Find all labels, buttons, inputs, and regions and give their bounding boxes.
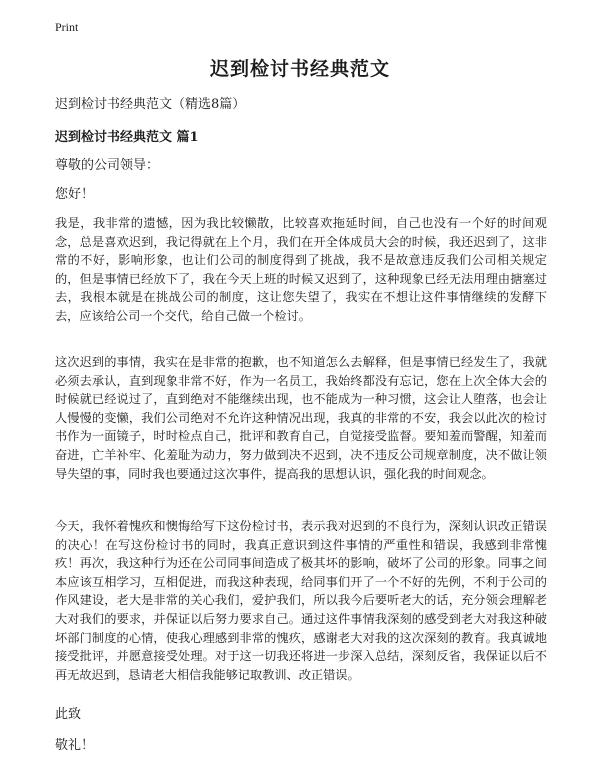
- body-paragraph-2: 这次迟到的事情，我实在是非常的抱歉，也不知道怎么去解释，但是事情已经发生了，我就必须去承认，直到现象非常不好，作为一名员工，我始终都没有忘记，您在上次全体大会的时候就已经说过了，直到绝对不能继续出现，也不能成为一种习惯，这会让人堕落，也会让人慢慢的变懒，我们公司绝对不允许这种情况出现，我真的非常的不安，我会以此次的检讨书作为一面镜子，时时检点自己，批评和教育自己，自觉接受监督。要知羞而警醒，知羞而奋进，亡羊补牢、化羞耻为动力，努力做到决不迟到，决不违反公司规章制度，决不做让领导失望的事，同时我也要通过这次事件，提高我的思想认识，强化我的时间观念。: [55, 355, 547, 481]
- document-subtitle: 迟到检讨书经典范文（精选8篇）: [55, 97, 246, 112]
- body-paragraph-3: 今天，我怀着愧疚和懊悔给写下这份检讨书，表示我对迟到的不良行为，深刻认识改正错误的决心！在写这份检讨书的同时，我真正意识到这件事情的严重性和错误，我感到非常愧疚！再次，我这种行为还在公司同事间造成了极其坏的影响，破坏了公司的形象。同事之间本应该互相学习，互相促进，而我这种表现，给同事们开了一个不好的先例，不利于公司的作风建设，老大是非常的关心我们，爱护我们，所以我今后要听老大的话，充分领会理解老大对我们的要求，并保证以后努力要求自己。通过这件事情我深刻的感受到老大对我这种破坏部门制度的心情，使我心理感到非常的愧疚，感谢老大对我的这次深刻的教育。我真诚地接受批评，并愿意接受处理。对于这一切我还将进一步深入总结，深刻反省，我保证以后不再无故迟到，恳请老大相信我能够记取教训、改正错误。: [55, 519, 547, 682]
- greeting-line: 您好！: [55, 187, 95, 202]
- body-paragraph-1: 我是，我非常的遗憾，因为我比较懒散，比较喜欢拖延时间，自己也没有一个好的时间观念，总是喜欢迟到，我记得就在上个月，我们在开全体成员大会的时候，我还迟到了，这非常的不好，影响形象，也让们公司的制度得到了挑战，我不是故意违反我们公司相关规定的，但是事情已经放下了，我在今天上班的时候又迟到了，这种现象已经无法用理由搪塞过去，我根本就是在挑战公司的制度，这让您失望了，我实在不想让这件事情继续的发酵下去，应该给公司一个交代，给自己做一个检讨。: [55, 216, 547, 323]
- closing-line-1: 此致: [55, 707, 82, 722]
- print-link[interactable]: Print: [55, 20, 79, 34]
- section-heading: 迟到检讨书经典范文 篇1: [55, 130, 199, 145]
- salutation: 尊敬的公司领导：: [55, 158, 160, 173]
- page-title: 迟到检讨书经典范文: [209, 58, 390, 80]
- closing-line-2: 敬礼！: [55, 738, 95, 753]
